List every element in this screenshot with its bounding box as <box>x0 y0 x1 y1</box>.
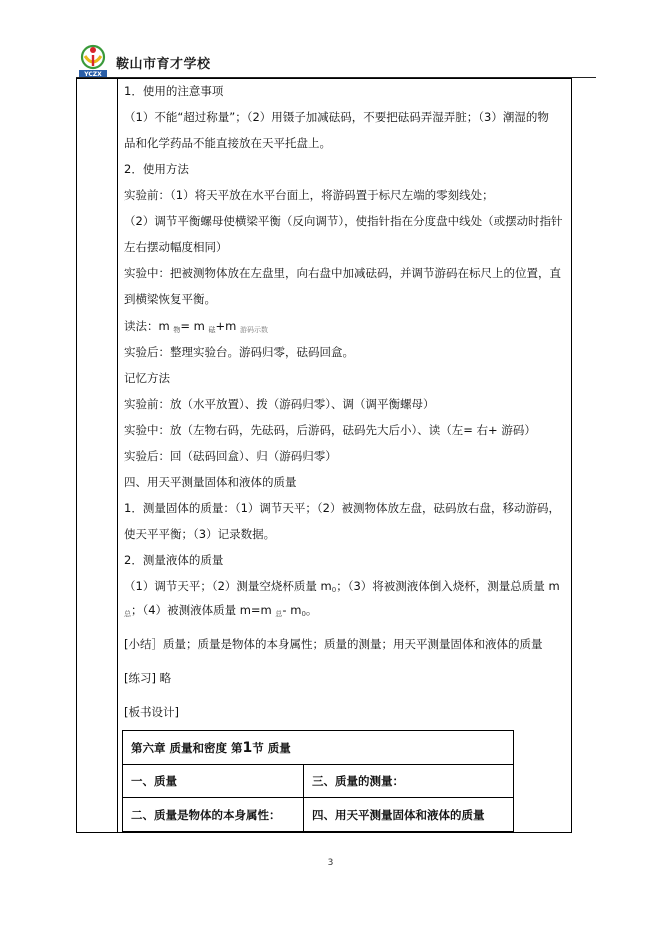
text-line: 左右摆动幅度相同） <box>124 240 228 254</box>
text-line <box>124 602 317 622</box>
exercise-line: [练习] 略 <box>124 671 172 685</box>
subscript: 0 <box>331 586 337 594</box>
text-line: 实验前：放（水平放置）、拨（游码归零）、调（调平衡螺母） <box>124 397 435 411</box>
school-name: 鞍山市育才学校 <box>116 57 211 72</box>
board-title-part: 第六章 质量和密度 第 <box>131 740 243 755</box>
text-line: 实验后：回（砝码回盒）、归（游码归零） <box>124 449 337 463</box>
text-part: 。 <box>305 603 318 617</box>
board-cell: 一、质量 <box>123 765 304 798</box>
board-title <box>123 731 514 765</box>
summary-line: [小结］质量；质量是物体的本身属性；质量的测量；用天平测量固体和液体的质量 <box>124 637 543 651</box>
reading-formula <box>124 318 268 338</box>
text-line: 1．使用的注意事项 <box>124 84 224 98</box>
logo-text: YCZX <box>84 71 102 78</box>
text-line: 实验前：（1）将天平放在水平台面上，将游码置于标尺左端的零刻线处； <box>124 188 494 202</box>
text-line: 2．使用方法 <box>124 162 189 176</box>
formula-part: 读法：m <box>124 319 174 333</box>
text-line: 到横梁恢复平衡。 <box>124 292 216 306</box>
page-number: 3 <box>327 858 334 868</box>
text-part: ；（3）将被测液体倒入烧杯，测量总质量 m <box>336 579 560 593</box>
board-cell: 二、质量是物体的本身属性： <box>123 798 304 832</box>
page-header <box>76 44 596 82</box>
text-line: 1．测量固体的质量：（1）调节天平；（2）被测物体放左盘，砝码放右盘，移动游码， <box>124 501 560 515</box>
text-line: 记忆方法 <box>124 371 170 385</box>
subscript: 砝 <box>208 326 216 334</box>
section-number: 1 <box>242 739 253 756</box>
text-line: 2．测量液体的质量 <box>124 553 224 567</box>
left-column <box>76 78 118 833</box>
text-line: 使天平平衡；（3）记录数据。 <box>124 527 276 541</box>
board-design-heading: [板书设计] <box>124 705 179 719</box>
text-part: ；（4）被测液体质量 m=m <box>131 603 276 617</box>
text-line: （1）不能“超过称量”；（2）用镊子加减砝码，不要把砝码弄湿弄脏；（3）潮湿的物 <box>124 110 549 124</box>
text-line: 实验后：整理实验台。游码归零，砝码回盒。 <box>124 345 354 359</box>
text-line: （2）调节平衡螺母使横梁平衡（反向调节），使指针指在分度盘中线处（或摆动时指针 <box>124 214 563 228</box>
school-logo-icon <box>76 44 110 78</box>
board-cell: 四、用天平测量固体和液体的质量 <box>304 798 514 832</box>
text-line: 四、用天平测量固体和液体的质量 <box>124 475 297 489</box>
board-cell: 三、质量的测量： <box>304 765 514 798</box>
subscript: 0 <box>301 610 306 618</box>
board-design-table <box>122 730 514 832</box>
text-part: - m <box>282 603 302 617</box>
text-line <box>124 578 560 598</box>
board-title-part: 节 质量 <box>252 740 291 755</box>
subscript: 游码示数 <box>240 326 269 334</box>
subscript: 总 <box>275 610 283 618</box>
text-line: 品和化学药品不能直接放在天平托盘上。 <box>124 136 331 150</box>
formula-part: +m <box>215 319 241 333</box>
text-line: 实验中：把被测物体放在左盘里，向右盘中加减砝码，并调节游码在标尺上的位置，直 <box>124 266 561 280</box>
formula-part: = m <box>180 319 209 333</box>
text-line: 实验中：放（左物右码，先砝码，后游码，砝码先大后小）、读（左= 右+ 游码） <box>124 423 536 437</box>
text-part: （1）调节天平；（2）测量空烧杯质量 m <box>124 579 332 593</box>
subscript: 物 <box>173 326 181 334</box>
subscript: 总 <box>124 610 131 618</box>
